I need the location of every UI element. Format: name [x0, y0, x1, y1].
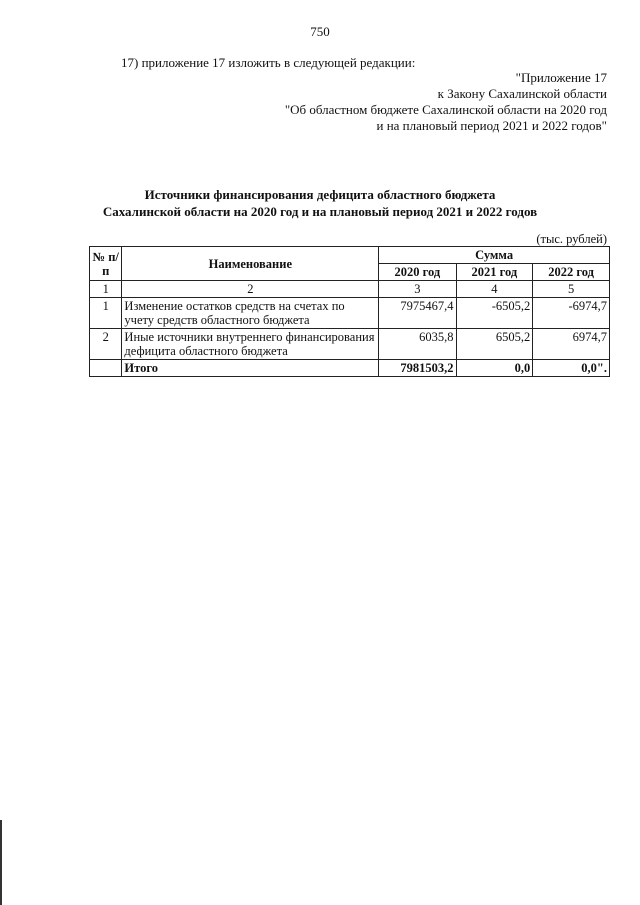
- header-name: Наименование: [122, 247, 379, 281]
- units-label: (тыс. рублей): [536, 232, 607, 246]
- appendix-line-1: "Приложение 17: [515, 70, 607, 85]
- index-cell: 4: [456, 281, 533, 298]
- row-value-2020: 6035,8: [379, 329, 456, 360]
- total-2021: 0,0: [456, 360, 533, 377]
- table-row: [90, 298, 610, 329]
- document-title: [0, 186, 640, 220]
- row-name: Иные источники внутреннего финансирования дефицита областного бюджета: [122, 329, 379, 360]
- column-index-row: [90, 281, 610, 298]
- intro-text: 17) приложение 17 изложить в следующей редакции:: [121, 55, 416, 70]
- row-value-2022: 6974,7: [533, 329, 610, 360]
- total-row: [90, 360, 610, 377]
- header-2020: 2020 год: [379, 264, 456, 281]
- total-label: Итого: [122, 360, 379, 377]
- header-2022: 2022 год: [533, 264, 610, 281]
- row-value-2021: 6505,2: [456, 329, 533, 360]
- row-value-2022: -6974,7: [533, 298, 610, 329]
- index-cell: 3: [379, 281, 456, 298]
- header-sum: Сумма: [379, 247, 610, 264]
- row-number: 1: [90, 298, 122, 329]
- total-2020: 7981503,2: [379, 360, 456, 377]
- scan-edge-mark: [0, 820, 2, 905]
- appendix-line-3: "Об областном бюджете Сахалинской области на 2020 год: [284, 102, 607, 117]
- table-row: [90, 329, 610, 360]
- header-no: № п/п: [90, 247, 122, 281]
- header-row-1: [90, 247, 610, 264]
- index-cell: 5: [533, 281, 610, 298]
- header-2021: 2021 год: [456, 264, 533, 281]
- index-cell: 2: [122, 281, 379, 298]
- title-line-2: Сахалинской области на 2020 год и на плановый период 2021 и 2022 годов: [102, 204, 538, 219]
- row-value-2021: -6505,2: [456, 298, 533, 329]
- appendix-line-2: к Закону Сахалинской области: [437, 86, 607, 101]
- row-number: 2: [90, 329, 122, 360]
- total-2022: 0,0".: [533, 360, 610, 377]
- title-line-1: Источники финансирования дефицита областного бюджета: [144, 187, 496, 202]
- financing-sources-table: [89, 246, 610, 377]
- page-number: 750: [310, 24, 330, 39]
- index-cell: 1: [90, 281, 122, 298]
- row-name: Изменение остатков средств на счетах по учету средств областного бюджета: [122, 298, 379, 329]
- appendix-line-4: и на плановый период 2021 и 2022 годов": [376, 118, 607, 133]
- appendix-reference: [285, 70, 607, 134]
- row-value-2020: 7975467,4: [379, 298, 456, 329]
- total-empty-cell: [90, 360, 122, 377]
